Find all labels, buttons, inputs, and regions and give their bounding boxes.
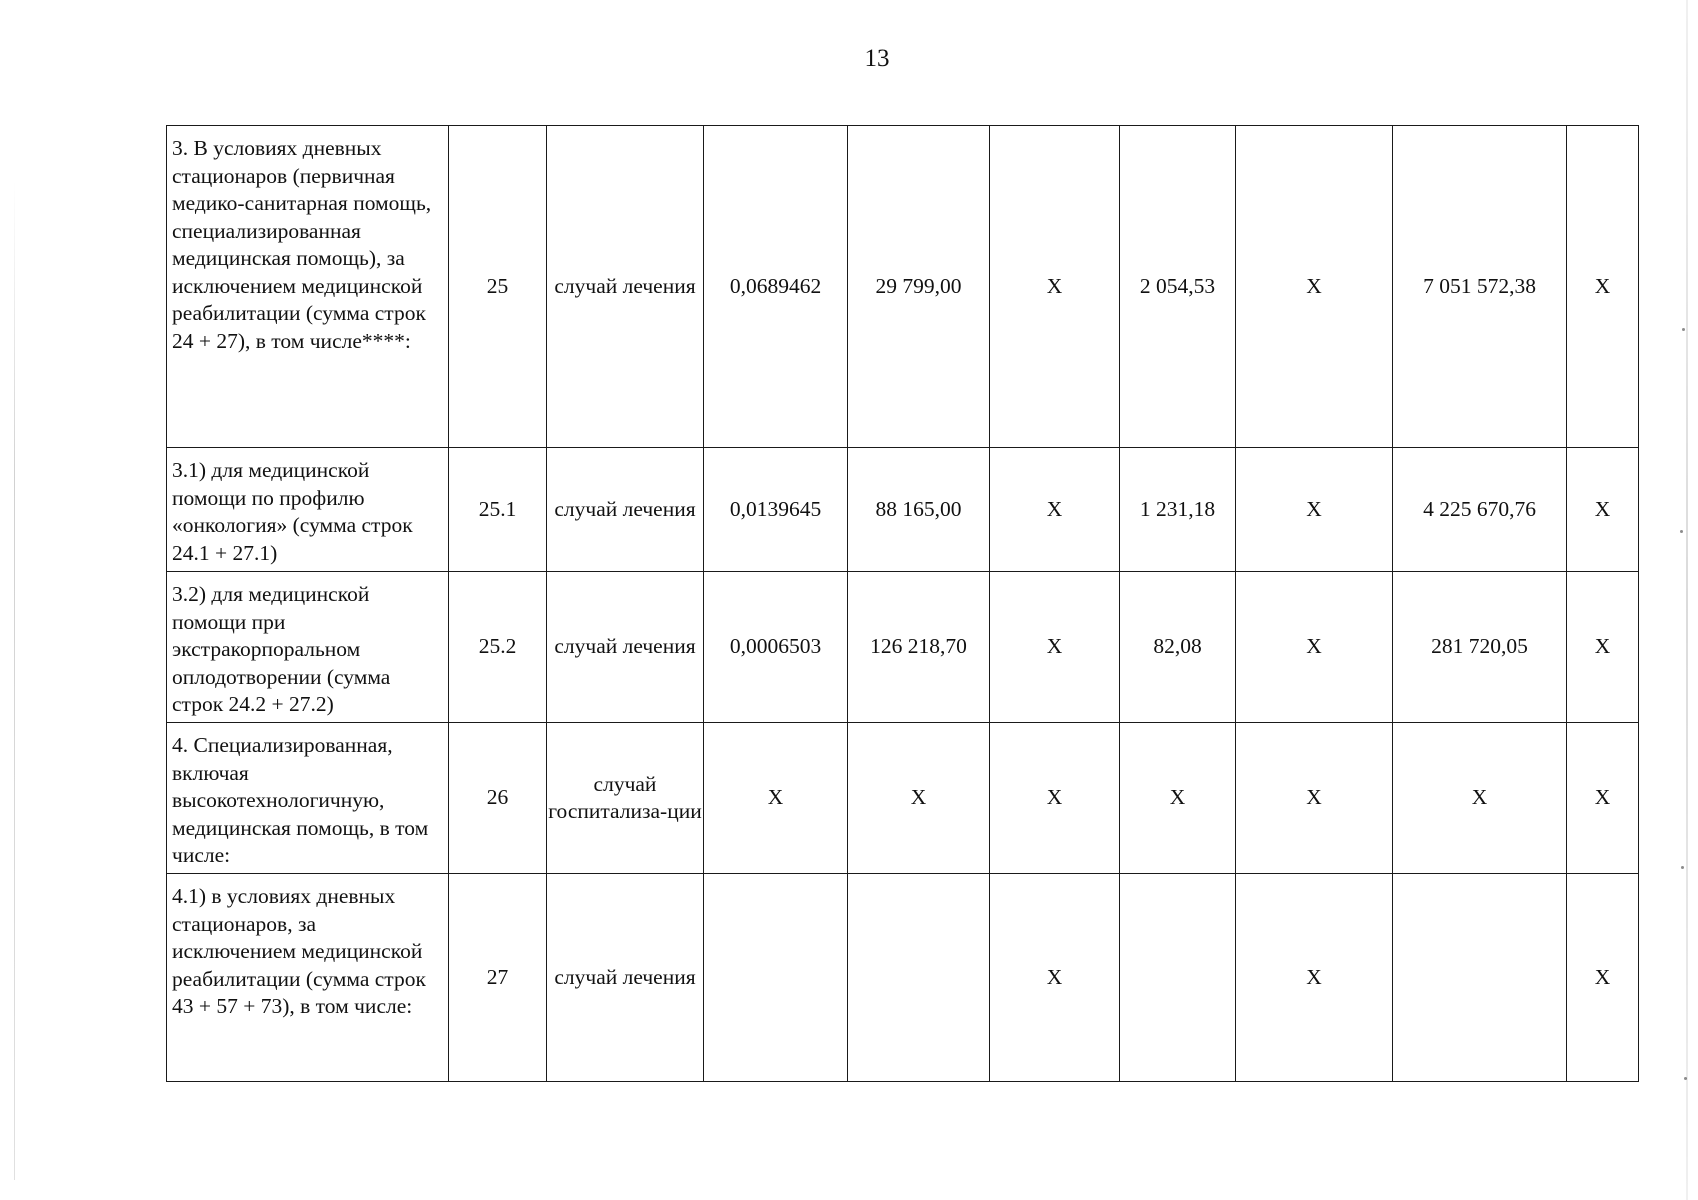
row-name-cell: 3.1) для медицинской помощи по профилю «онкология» (сумма строк 24.1 + 27.1)	[167, 448, 449, 572]
value-cell: 29 799,00	[848, 126, 990, 448]
row-number-cell: 25.1	[449, 448, 547, 572]
value-cell: 4 225 670,76	[1393, 448, 1567, 572]
row-name-cell: 3.2) для медицинской помощи при экстракорпоральном оплодотворении (сумма строк 24.2 + 27.2)	[167, 572, 449, 723]
value-cell	[848, 874, 990, 1082]
scan-dot	[1680, 530, 1683, 533]
table-row	[167, 572, 1639, 723]
value-cell: X	[990, 572, 1120, 723]
unit-cell: случай лечения	[547, 874, 704, 1082]
unit-cell: случай госпитализа-ции	[547, 723, 704, 874]
value-cell: X	[990, 448, 1120, 572]
table-row	[167, 874, 1639, 1082]
unit-cell: случай лечения	[547, 572, 704, 723]
value-cell: X	[1567, 448, 1639, 572]
table-row	[167, 448, 1639, 572]
row-number-cell: 26	[449, 723, 547, 874]
value-cell: 0,0689462	[704, 126, 848, 448]
value-cell: 281 720,05	[1393, 572, 1567, 723]
scan-dot	[1681, 866, 1684, 869]
value-cell: X	[1567, 572, 1639, 723]
value-cell: 1 231,18	[1120, 448, 1236, 572]
value-cell: 82,08	[1120, 572, 1236, 723]
row-number-cell: 25.2	[449, 572, 547, 723]
value-cell: 88 165,00	[848, 448, 990, 572]
row-name-cell: 3. В условиях дневных стационаров (первичная медико-санитарная помощь, специализированная медицинская помощь), за исключением медицинской реабилитации (сумма строк 24 + 27), в том числе****:	[167, 126, 449, 448]
value-cell: 126 218,70	[848, 572, 990, 723]
value-cell: X	[1236, 874, 1393, 1082]
value-cell: X	[1236, 126, 1393, 448]
row-number-cell: 25	[449, 126, 547, 448]
value-cell: X	[990, 723, 1120, 874]
value-cell: 7 051 572,38	[1393, 126, 1567, 448]
value-cell: X	[1567, 874, 1639, 1082]
scan-margin-line-left	[14, 180, 15, 1180]
value-cell: 0,0139645	[704, 448, 848, 572]
value-cell: X	[1236, 572, 1393, 723]
value-cell: 2 054,53	[1120, 126, 1236, 448]
row-name-cell: 4.1) в условиях дневных стационаров, за исключением медицинской реабилитации (сумма строк 43 + 57 + 73), в том числе:	[167, 874, 449, 1082]
table-row	[167, 126, 1639, 448]
row-name-cell: 4. Специализированная, включая высокотехнологичную, медицинская помощь, в том числе:	[167, 723, 449, 874]
unit-cell: случай лечения	[547, 126, 704, 448]
scan-margin-line-right	[1686, 0, 1688, 1200]
value-cell: X	[1236, 448, 1393, 572]
value-cell: X	[1236, 723, 1393, 874]
value-cell: X	[1393, 723, 1567, 874]
value-cell: X	[1567, 126, 1639, 448]
value-cell: X	[848, 723, 990, 874]
value-cell: 0,0006503	[704, 572, 848, 723]
scan-dot	[1684, 1077, 1687, 1080]
data-table	[166, 125, 1639, 1082]
table-row	[167, 723, 1639, 874]
value-cell: X	[704, 723, 848, 874]
value-cell: X	[1120, 723, 1236, 874]
page-number: 13	[864, 45, 890, 72]
value-cell	[1393, 874, 1567, 1082]
scan-dot	[1682, 328, 1685, 331]
value-cell: X	[990, 874, 1120, 1082]
value-cell: X	[1567, 723, 1639, 874]
value-cell	[704, 874, 848, 1082]
unit-cell: случай лечения	[547, 448, 704, 572]
value-cell: X	[990, 126, 1120, 448]
value-cell	[1120, 874, 1236, 1082]
row-number-cell: 27	[449, 874, 547, 1082]
